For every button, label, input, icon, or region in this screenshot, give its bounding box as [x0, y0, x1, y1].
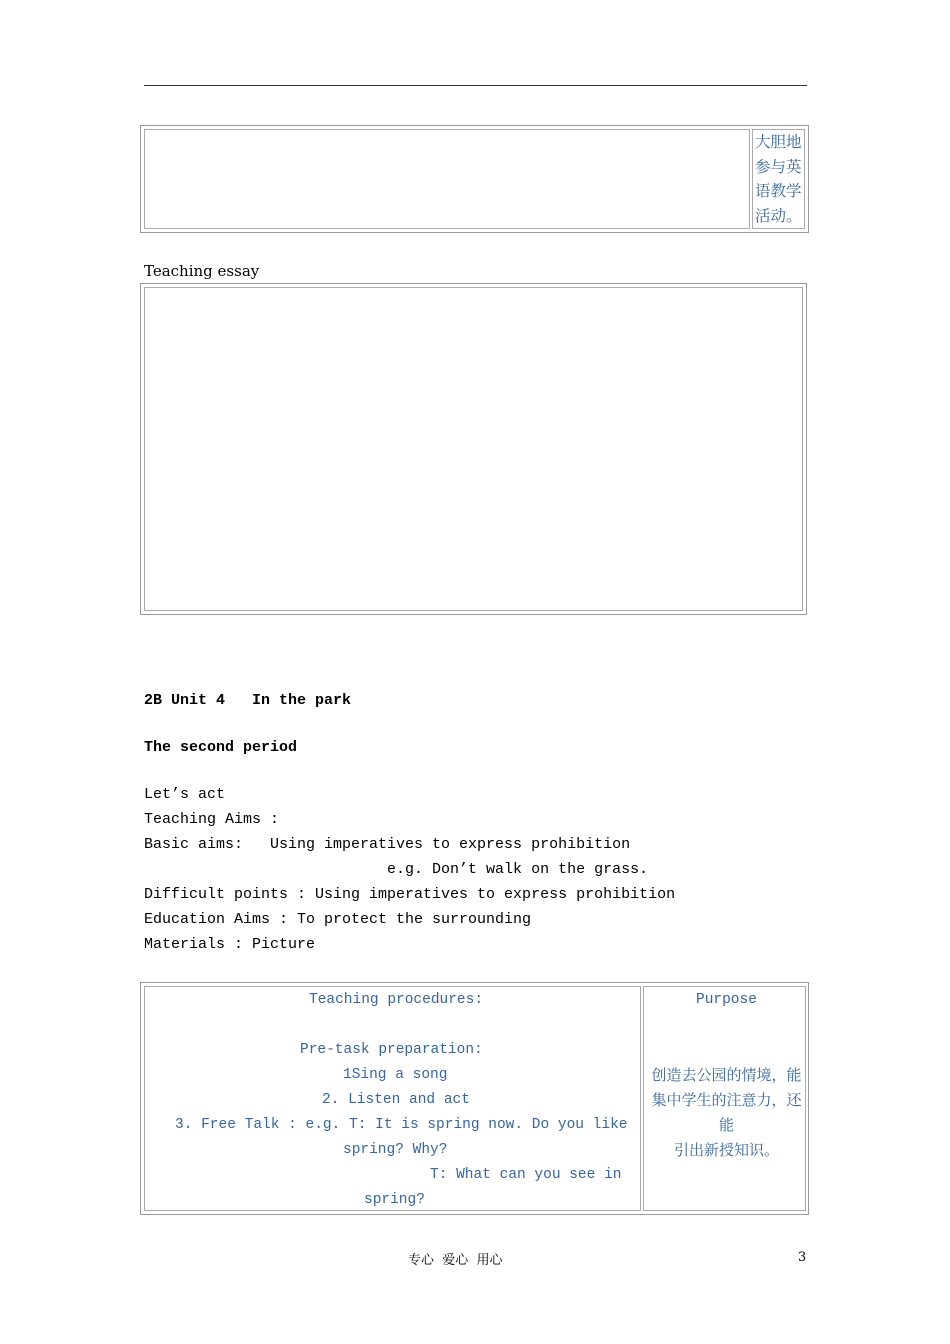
purpose-header: Purpose	[696, 992, 757, 1008]
procedure-line: spring? Why?	[343, 1142, 448, 1158]
header-rule	[144, 85, 807, 86]
text-line: 创造去公园的情境，能	[651, 1066, 802, 1084]
text-line: 能	[718, 1116, 734, 1134]
top-table-right-text	[755, 130, 809, 228]
procedure-line: Pre-task preparation:	[300, 1042, 483, 1058]
essay-box	[140, 283, 807, 615]
footer-center: 专心 爱心 用心	[408, 1253, 503, 1268]
procedure-line: 2. Listen and act	[322, 1092, 470, 1108]
lesson-line: Materials : Picture	[144, 936, 316, 953]
text-line: 语教学	[755, 182, 802, 200]
procedure-header: Teaching procedures:	[309, 992, 484, 1008]
period-title: The second period	[144, 739, 298, 756]
procedure-table	[140, 982, 809, 1215]
text-line: 引出新授知识。	[673, 1141, 779, 1159]
lesson-line: Difficult points : Using imperatives to express prohibition	[144, 886, 676, 903]
purpose-text	[644, 1063, 809, 1163]
essay-box-inner	[144, 287, 803, 611]
text-line: 参与英	[755, 157, 802, 176]
procedure-line: spring?	[364, 1192, 425, 1208]
lesson-line: Teaching Aims :	[144, 811, 280, 828]
lesson-line: e.g. Don’t walk on the grass.	[144, 861, 649, 878]
lesson-line: Basic aims: Using imperatives to express prohibition	[144, 836, 631, 853]
top-table-left-cell	[144, 129, 750, 229]
lesson-line: Let’s act	[144, 786, 226, 803]
text-line: 大胆地	[755, 133, 802, 151]
unit-title: 2B Unit 4 In the park	[144, 692, 352, 709]
essay-label: Teaching essay	[144, 262, 260, 280]
page-number: 3	[798, 1250, 807, 1265]
lesson-line: Education Aims : To protect the surrounding	[144, 911, 532, 928]
top-table	[140, 125, 809, 233]
text-line: 活动。	[755, 206, 802, 225]
text-line: 集中学生的注意力，还	[651, 1091, 802, 1109]
procedure-line: T: What can you see in	[430, 1167, 622, 1183]
procedure-line: 3. Free Talk : e.g. T: It is spring now. Do you like	[175, 1117, 628, 1133]
procedure-line: 1Sing a song	[343, 1067, 448, 1083]
